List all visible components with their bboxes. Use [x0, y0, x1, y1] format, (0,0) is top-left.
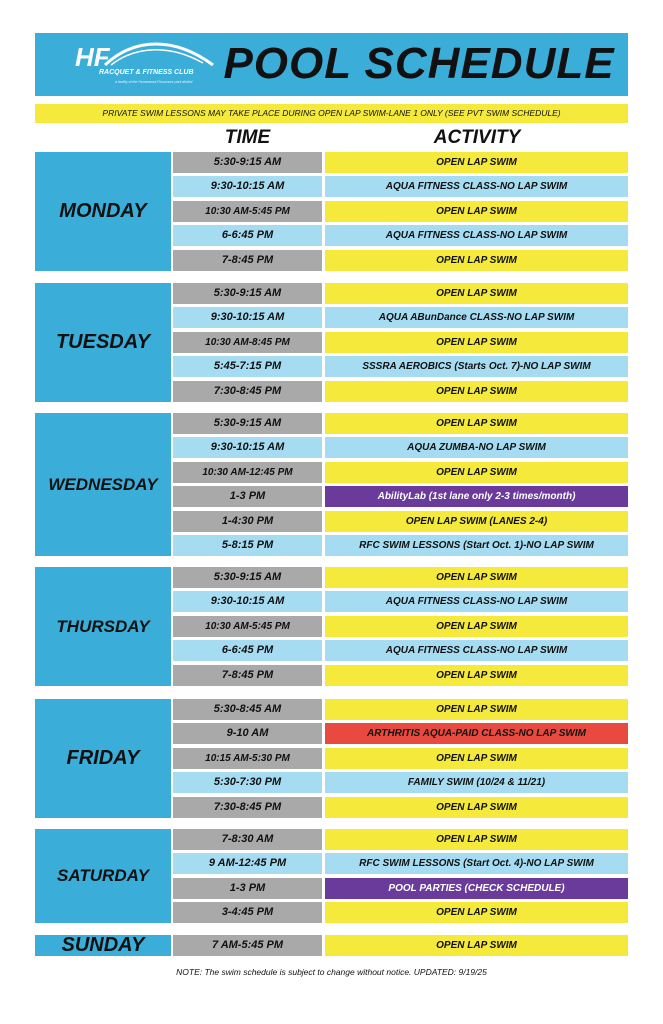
schedule-row: [173, 567, 628, 588]
activity-cell: RFC SWIM LESSONS (Start Oct. 4)-NO LAP SWIM: [325, 853, 628, 874]
activity-cell: OPEN LAP SWIM: [325, 748, 628, 769]
activity-cell: OPEN LAP SWIM: [325, 152, 628, 173]
time-cell: 7 AM-5:45 PM: [173, 935, 322, 956]
schedule-row: [173, 591, 628, 612]
time-cell: 6-6:45 PM: [173, 225, 322, 246]
day-block-sunday: [35, 935, 628, 956]
day-block-tuesday: [35, 283, 628, 402]
activity-cell: OPEN LAP SWIM: [325, 201, 628, 222]
page-title: POOL SCHEDULE: [223, 39, 615, 88]
time-cell: 10:30 AM-8:45 PM: [173, 332, 322, 353]
time-cell: 5:45-7:15 PM: [173, 356, 322, 377]
activity-cell: ARTHRITIS AQUA-PAID CLASS-NO LAP SWIM: [325, 723, 628, 744]
time-cell: 9:30-10:15 AM: [173, 437, 322, 458]
time-cell: 10:30 AM-12:45 PM: [173, 462, 322, 483]
time-cell: 7:30-8:45 PM: [173, 381, 322, 402]
activity-cell: FAMILY SWIM (10/24 & 11/21): [325, 772, 628, 793]
activity-cell: OPEN LAP SWIM: [325, 413, 628, 434]
time-cell: 5:30-9:15 AM: [173, 567, 322, 588]
schedule-row: [173, 307, 628, 328]
schedule-row: [173, 665, 628, 686]
activity-cell: OPEN LAP SWIM: [325, 699, 628, 720]
schedule-row: [173, 437, 628, 458]
club-logo: [75, 39, 215, 91]
schedule-row: [173, 486, 628, 507]
activity-column-header: ACTIVITY: [433, 127, 521, 148]
time-cell: 9:30-10:15 AM: [173, 307, 322, 328]
time-cell: 3-4:45 PM: [173, 902, 322, 923]
schedule-row: [173, 201, 628, 222]
schedule-row: [173, 723, 628, 744]
day-label: SUNDAY: [35, 935, 171, 956]
time-cell: 9 AM-12:45 PM: [173, 853, 322, 874]
schedule-row: [173, 902, 628, 923]
time-cell: 1-3 PM: [173, 486, 322, 507]
activity-cell: OPEN LAP SWIM: [325, 381, 628, 402]
schedule-row: [173, 511, 628, 532]
time-cell: 9:30-10:15 AM: [173, 591, 322, 612]
day-block-wednesday: [35, 413, 628, 556]
time-cell: 7-8:30 AM: [173, 829, 322, 850]
schedule-row: [173, 772, 628, 793]
time-cell: 5:30-9:15 AM: [173, 413, 322, 434]
schedule-row: [173, 332, 628, 353]
time-cell: 5:30-9:15 AM: [173, 283, 322, 304]
activity-cell: RFC SWIM LESSONS (Start Oct. 1)-NO LAP SWIM: [325, 535, 628, 556]
day-block-thursday: [35, 567, 628, 686]
activity-cell: AQUA FITNESS CLASS-NO LAP SWIM: [325, 176, 628, 197]
header-banner: [35, 33, 628, 96]
activity-cell: OPEN LAP SWIM: [325, 616, 628, 637]
time-cell: 10:15 AM-5:30 PM: [173, 748, 322, 769]
schedule-row: [173, 640, 628, 661]
day-block-friday: [35, 699, 628, 818]
activity-cell: AQUA ABunDance CLASS-NO LAP SWIM: [325, 307, 628, 328]
time-cell: 5:30-8:45 AM: [173, 699, 322, 720]
time-cell: 5:30-7:30 PM: [173, 772, 322, 793]
activity-cell: AQUA FITNESS CLASS-NO LAP SWIM: [325, 591, 628, 612]
schedule-row: [173, 797, 628, 818]
day-label: THURSDAY: [35, 567, 171, 686]
activity-cell: POOL PARTIES (CHECK SCHEDULE): [325, 878, 628, 899]
time-cell: 1-4:30 PM: [173, 511, 322, 532]
schedule-row: [173, 748, 628, 769]
schedule-row: [173, 381, 628, 402]
day-label: FRIDAY: [35, 699, 171, 818]
schedule-row: [173, 283, 628, 304]
activity-cell: AQUA FITNESS CLASS-NO LAP SWIM: [325, 225, 628, 246]
lessons-notice: PRIVATE SWIM LESSONS MAY TAKE PLACE DURING OPEN LAP SWIM-LANE 1 ONLY (SEE PVT SWIM SCHEDULE): [35, 104, 628, 123]
time-cell: 9:30-10:15 AM: [173, 176, 322, 197]
logo-name: RACQUET & FITNESS CLUB: [99, 69, 194, 76]
time-cell: 10:30 AM-5:45 PM: [173, 616, 322, 637]
time-cell: 7:30-8:45 PM: [173, 797, 322, 818]
day-label: WEDNESDAY: [35, 413, 171, 556]
schedule-row: [173, 616, 628, 637]
activity-cell: OPEN LAP SWIM: [325, 283, 628, 304]
time-cell: 1-3 PM: [173, 878, 322, 899]
schedule-row: [173, 250, 628, 271]
activity-cell: AbilityLab (1st lane only 2-3 times/month): [325, 486, 628, 507]
time-cell: 7-8:45 PM: [173, 665, 322, 686]
schedule-row: [173, 356, 628, 377]
schedule-row: [173, 829, 628, 850]
time-cell: 5:30-9:15 AM: [173, 152, 322, 173]
day-label: TUESDAY: [35, 283, 171, 402]
schedule-row: [173, 413, 628, 434]
svg-text:HF: HF: [75, 42, 110, 72]
activity-cell: OPEN LAP SWIM: [325, 797, 628, 818]
activity-cell: AQUA FITNESS CLASS-NO LAP SWIM: [325, 640, 628, 661]
schedule-row: [173, 462, 628, 483]
schedule-row: [173, 878, 628, 899]
day-label: SATURDAY: [35, 829, 171, 923]
day-block-monday: [35, 152, 628, 271]
activity-cell: SSSRA AEROBICS (Starts Oct. 7)-NO LAP SWIM: [325, 356, 628, 377]
day-block-saturday: [35, 829, 628, 923]
activity-cell: OPEN LAP SWIM: [325, 665, 628, 686]
activity-cell: OPEN LAP SWIM: [325, 462, 628, 483]
schedule-row: [173, 535, 628, 556]
activity-cell: OPEN LAP SWIM: [325, 250, 628, 271]
schedule-row: [173, 225, 628, 246]
schedule-row: [173, 699, 628, 720]
logo-subtitle: a facility of the Homewood-Flossmoor park district: [115, 80, 193, 84]
activity-cell: OPEN LAP SWIM: [325, 332, 628, 353]
time-cell: 5-8:15 PM: [173, 535, 322, 556]
time-cell: 9-10 AM: [173, 723, 322, 744]
schedule-row: [173, 152, 628, 173]
time-cell: 10:30 AM-5:45 PM: [173, 201, 322, 222]
activity-cell: AQUA ZUMBA-NO LAP SWIM: [325, 437, 628, 458]
schedule-row: [173, 176, 628, 197]
activity-cell: OPEN LAP SWIM: [325, 829, 628, 850]
activity-cell: OPEN LAP SWIM: [325, 567, 628, 588]
activity-cell: OPEN LAP SWIM (LANES 2-4): [325, 511, 628, 532]
activity-cell: OPEN LAP SWIM: [325, 935, 628, 956]
activity-cell: OPEN LAP SWIM: [325, 902, 628, 923]
day-label: MONDAY: [35, 152, 171, 271]
schedule-row: [173, 853, 628, 874]
time-column-header: TIME: [224, 127, 271, 148]
schedule-row: [173, 935, 628, 956]
time-cell: 6-6:45 PM: [173, 640, 322, 661]
footnote: NOTE: The swim schedule is subject to change without notice. UPDATED: 9/19/25: [176, 967, 487, 977]
time-cell: 7-8:45 PM: [173, 250, 322, 271]
